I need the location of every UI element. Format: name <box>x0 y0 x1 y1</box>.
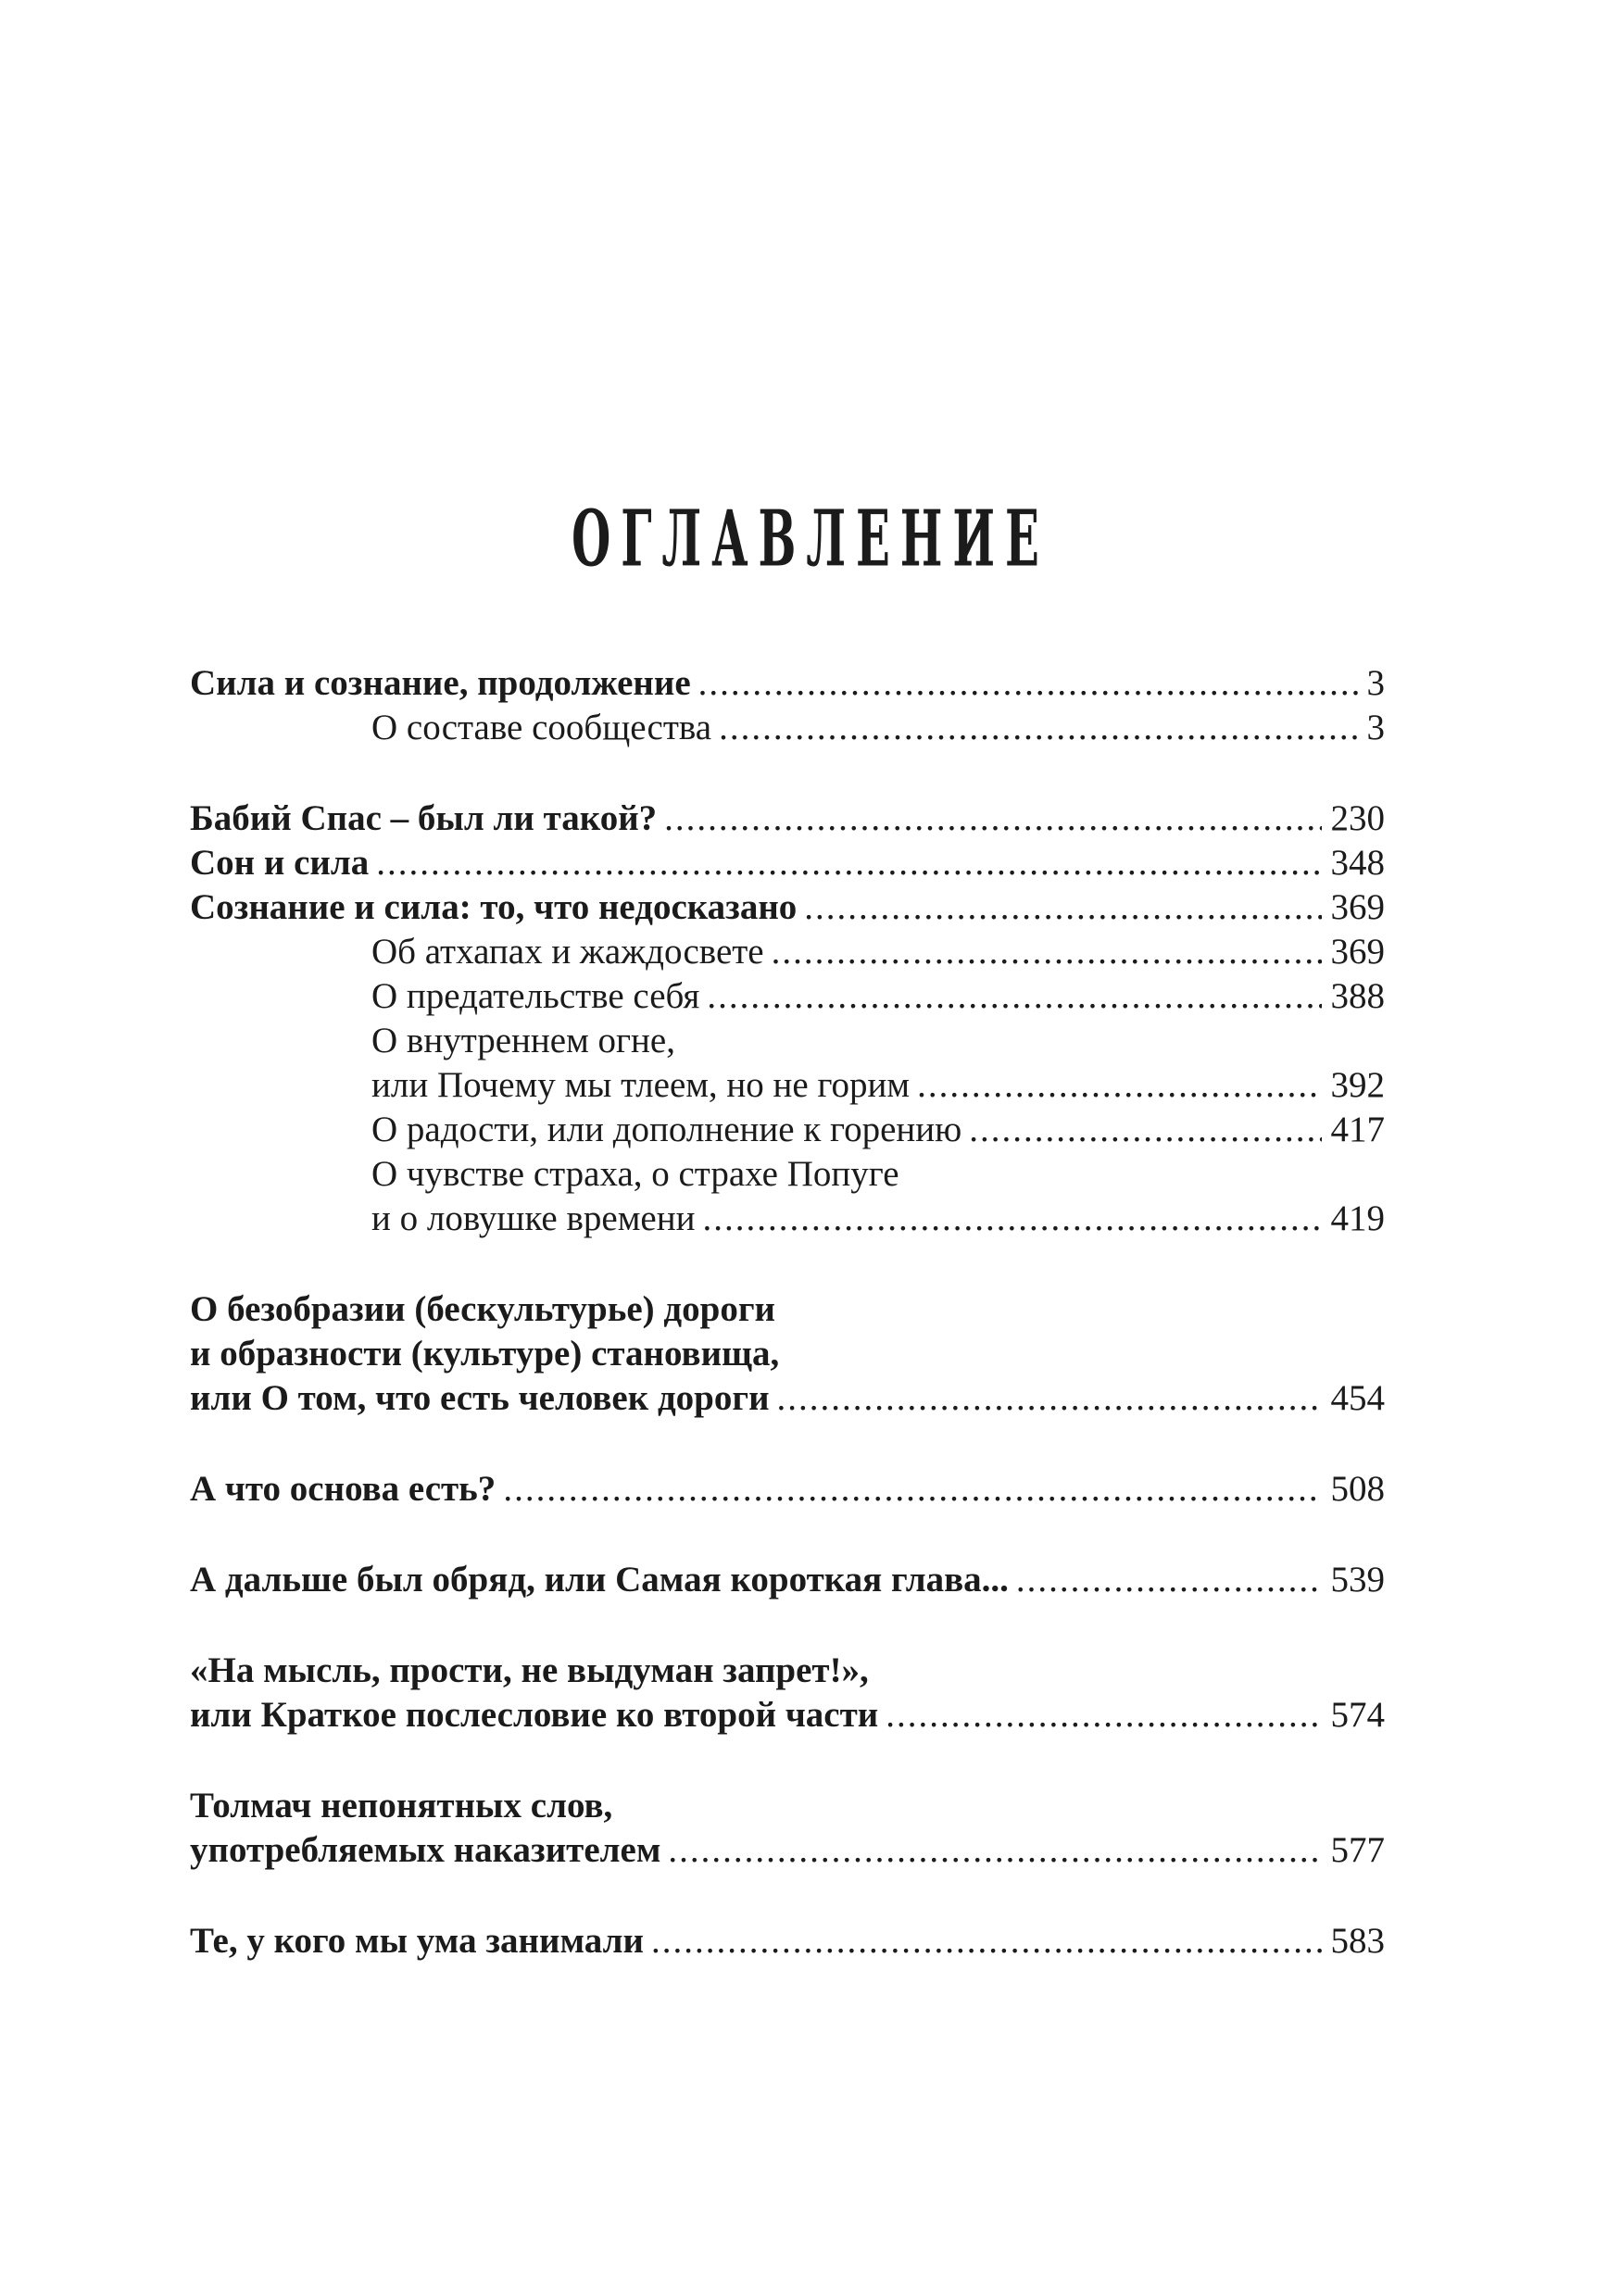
page-number: 3 <box>1366 663 1385 703</box>
dot-leader <box>376 841 1321 885</box>
toc-line <box>190 1332 1385 1376</box>
toc-line <box>190 974 1385 1019</box>
page-number: 539 <box>1330 1560 1385 1600</box>
dot-leader <box>668 1828 1321 1873</box>
dot-leader <box>886 1693 1321 1738</box>
page-number: 348 <box>1330 843 1385 883</box>
toc-label: или Краткое послесловие ко второй части <box>190 1695 879 1735</box>
page-number: 574 <box>1330 1695 1385 1735</box>
toc-entry <box>190 1019 1385 1108</box>
toc-label: О внутреннем огне, <box>371 1021 675 1060</box>
page-number: 508 <box>1330 1469 1385 1509</box>
toc-label: Сила и сознание, продолжение <box>190 663 691 703</box>
toc-line <box>190 1467 1385 1512</box>
toc-label: Об атхапах и жаждосвете <box>371 932 764 972</box>
dot-leader <box>777 1376 1322 1421</box>
dot-leader <box>969 1108 1321 1152</box>
toc-line <box>190 797 1385 841</box>
toc-line <box>190 1558 1385 1602</box>
table-of-contents <box>190 661 1385 1964</box>
toc-label: О радости, или дополнение к горению <box>371 1110 962 1149</box>
dot-leader <box>702 1197 1321 1241</box>
page-number: 454 <box>1330 1378 1385 1418</box>
page-number: 230 <box>1330 798 1385 838</box>
toc-entry <box>190 841 1385 885</box>
page-number: 419 <box>1330 1198 1385 1238</box>
toc-label: употребляемых наказителем <box>190 1830 661 1870</box>
toc-label: и о ловушке времени <box>371 1198 696 1238</box>
toc-label: О безобразии (бескультурье) дороги <box>190 1289 776 1329</box>
toc-line <box>190 1287 1385 1332</box>
toc-entry <box>190 797 1385 841</box>
page-number: 369 <box>1330 887 1385 927</box>
dot-leader <box>651 1919 1322 1964</box>
page-number: 417 <box>1330 1110 1385 1149</box>
toc-entry <box>190 661 1385 706</box>
toc-label: О чувстве страха, о страхе Попуге <box>371 1154 899 1194</box>
dot-leader <box>664 797 1321 841</box>
toc-label: А что основа есть? <box>190 1469 496 1509</box>
toc-label: Сон и сила <box>190 843 370 883</box>
toc-label: и образности (культуре) становища, <box>190 1334 780 1374</box>
toc-label: О предательстве себя <box>371 976 700 1016</box>
toc-entry <box>190 706 1385 750</box>
page-title: ОГЛАВЛЕНИЕ <box>572 493 1049 584</box>
page-number: 388 <box>1330 976 1385 1016</box>
dot-leader <box>698 661 1358 706</box>
toc-line <box>190 1063 1385 1108</box>
toc-line <box>190 1828 1385 1873</box>
toc-entry <box>190 1287 1385 1421</box>
toc-line <box>190 706 1385 750</box>
dot-leader <box>1016 1558 1322 1602</box>
toc-label: или О том, что есть человек дороги <box>190 1378 770 1418</box>
toc-line <box>190 1784 1385 1828</box>
toc-label: О составе сообщества <box>371 708 712 747</box>
toc-entry <box>190 885 1385 930</box>
toc-line <box>190 1152 1385 1197</box>
toc-line <box>190 1649 1385 1693</box>
toc-entry <box>190 974 1385 1019</box>
page-number: 3 <box>1366 708 1385 747</box>
toc-entry <box>190 1152 1385 1241</box>
page-number: 583 <box>1330 1921 1385 1961</box>
toc-line <box>190 1693 1385 1738</box>
toc-line <box>190 841 1385 885</box>
toc-label: Бабий Спас – был ли такой? <box>190 798 658 838</box>
toc-entry <box>190 1558 1385 1602</box>
toc-line <box>190 1019 1385 1063</box>
toc-entry <box>190 1467 1385 1512</box>
page-number: 369 <box>1330 932 1385 972</box>
dot-leader <box>917 1063 1321 1108</box>
page-number: 392 <box>1330 1065 1385 1105</box>
toc-entry <box>190 930 1385 974</box>
toc-label: Сознание и сила: то, что недосказано <box>190 887 798 927</box>
toc-label: «На мысль, прости, не выдуман запрет!», <box>190 1650 869 1690</box>
toc-label: А дальше был обряд, или Самая короткая глава... <box>190 1560 1009 1600</box>
toc-line <box>190 661 1385 706</box>
toc-entry <box>190 1784 1385 1873</box>
toc-line <box>190 1919 1385 1964</box>
dot-leader <box>772 930 1322 974</box>
toc-line <box>190 1197 1385 1241</box>
toc-label: или Почему мы тлеем, но не горим <box>371 1065 911 1105</box>
dot-leader <box>804 885 1321 930</box>
page-number: 577 <box>1330 1830 1385 1870</box>
toc-entry <box>190 1108 1385 1152</box>
toc-entry <box>190 1919 1385 1964</box>
toc-label: Толмач непонятных слов, <box>190 1786 613 1826</box>
toc-line <box>190 885 1385 930</box>
toc-line <box>190 1108 1385 1152</box>
toc-line <box>190 1376 1385 1421</box>
toc-label: Те, у кого мы ума занимали <box>190 1921 644 1961</box>
toc-entry <box>190 1649 1385 1738</box>
toc-line <box>190 930 1385 974</box>
dot-leader <box>503 1467 1321 1512</box>
dot-leader <box>719 706 1357 750</box>
dot-leader <box>707 974 1321 1019</box>
